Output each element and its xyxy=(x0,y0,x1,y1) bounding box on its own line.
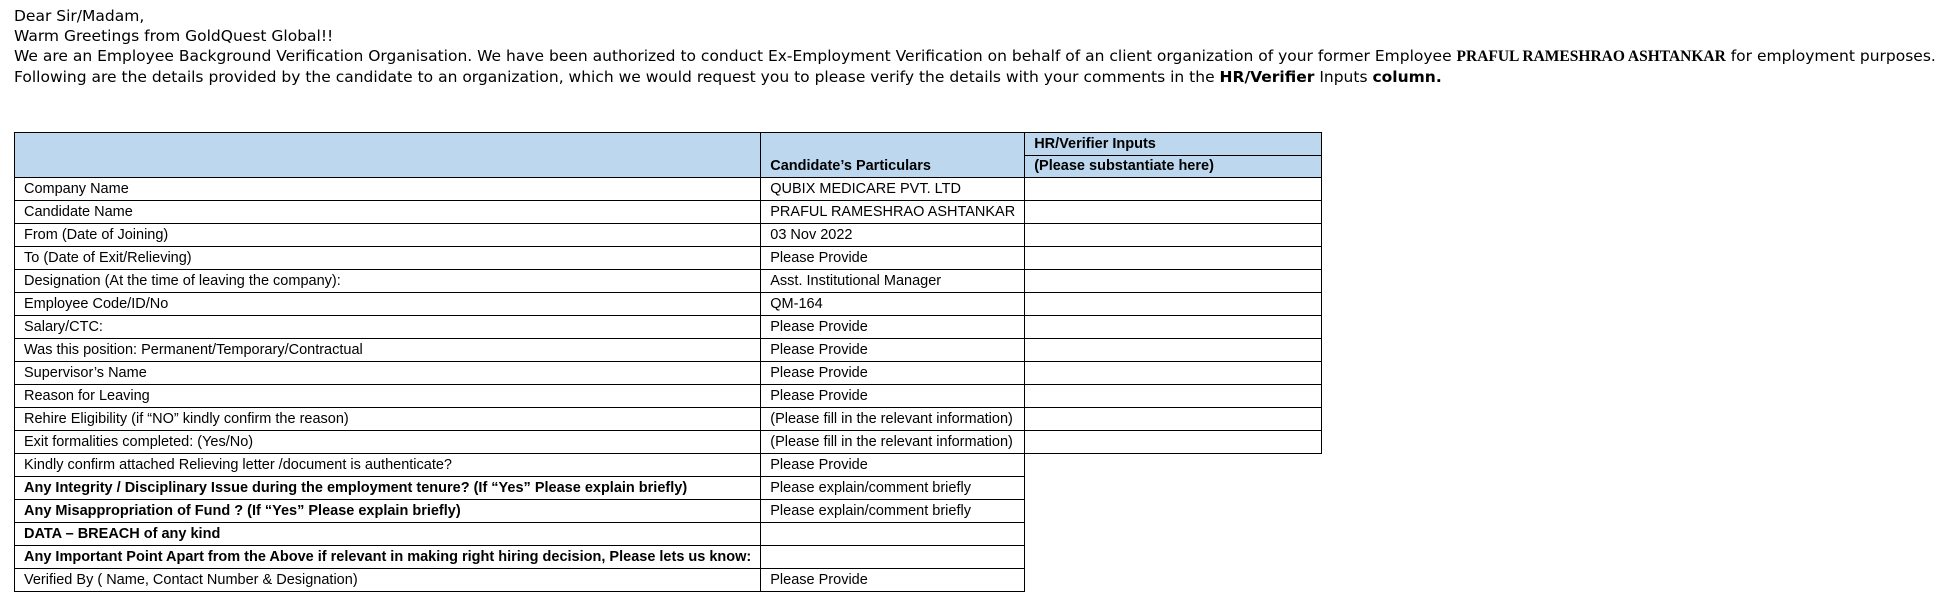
table-row xyxy=(15,339,1322,362)
table-row xyxy=(15,408,1322,431)
empty-cell xyxy=(1025,477,1322,500)
table-row xyxy=(15,178,1322,201)
candidate-value: Please Provide xyxy=(761,385,1025,408)
header-field-cell xyxy=(15,133,761,178)
table-row xyxy=(15,385,1322,408)
field-label: Kindly confirm attached Relieving letter /document is authenticate? xyxy=(15,454,761,477)
candidate-value: PRAFUL RAMESHRAO ASHTANKAR xyxy=(761,201,1025,224)
field-label: Any Integrity / Disciplinary Issue during the employment tenure? (If “Yes” Please explain briefly) xyxy=(15,477,761,500)
candidate-value: Please explain/comment briefly xyxy=(761,500,1025,523)
candidate-value: (Please fill in the relevant information) xyxy=(761,408,1025,431)
verifier-input-cell[interactable] xyxy=(1025,431,1322,454)
verifier-input-cell[interactable] xyxy=(1025,408,1322,431)
candidate-value: Please Provide xyxy=(761,339,1025,362)
instructions-paragraph xyxy=(14,67,1864,87)
candidate-value: Please Provide xyxy=(761,316,1025,339)
field-label: Was this position: Permanent/Temporary/Contractual xyxy=(15,339,761,362)
verifier-input-cell[interactable] xyxy=(1025,293,1322,316)
field-label: To (Date of Exit/Relieving) xyxy=(15,247,761,270)
table-row xyxy=(15,431,1322,454)
warm-greetings: Warm Greetings from GoldQuest Global!! xyxy=(14,27,334,45)
field-label: Exit formalities completed: (Yes/No) xyxy=(15,431,761,454)
table-row xyxy=(15,546,1322,569)
verifier-input-cell[interactable] xyxy=(1025,224,1322,247)
empty-cell xyxy=(1025,523,1322,546)
verification-table xyxy=(14,132,1322,592)
candidate-value: Please Provide xyxy=(761,454,1025,477)
verifier-input-cell[interactable] xyxy=(1025,178,1322,201)
candidate-value: 03 Nov 2022 xyxy=(761,224,1025,247)
field-label: Company Name xyxy=(15,178,761,201)
table-row xyxy=(15,362,1322,385)
column-emphasis: column. xyxy=(1372,68,1442,86)
field-label: Salary/CTC: xyxy=(15,316,761,339)
header-candidate-particulars: Candidate’s Particulars xyxy=(761,133,1025,178)
candidate-value: Asst. Institutional Manager xyxy=(761,270,1025,293)
candidate-value: Please Provide xyxy=(761,569,1025,592)
field-label: From (Date of Joining) xyxy=(15,224,761,247)
field-label: Any Important Point Apart from the Above if relevant in making right hiring decision, Please lets us know: xyxy=(15,546,761,569)
field-label: Designation (At the time of leaving the company): xyxy=(15,270,761,293)
verifier-input-cell[interactable] xyxy=(1025,270,1322,293)
table-row xyxy=(15,500,1322,523)
table-row xyxy=(15,477,1322,500)
authorization-suffix: for employment purposes. xyxy=(1725,47,1936,65)
intro-text xyxy=(14,6,1936,87)
table-row xyxy=(15,201,1322,224)
field-label: Supervisor’s Name xyxy=(15,362,761,385)
field-label: Employee Code/ID/No xyxy=(15,293,761,316)
table-header-row xyxy=(15,133,1322,178)
table-row xyxy=(15,224,1322,247)
hr-verifier-emphasis: HR/Verifier xyxy=(1219,68,1315,86)
field-label: Any Misappropriation of Fund ? (If “Yes” Please explain briefly) xyxy=(15,500,761,523)
table-row xyxy=(15,569,1322,592)
authorization-paragraph xyxy=(14,46,1936,67)
field-label: Reason for Leaving xyxy=(15,385,761,408)
table-row xyxy=(15,316,1322,339)
candidate-value: Please Provide xyxy=(761,247,1025,270)
table-row xyxy=(15,247,1322,270)
candidate-value: Please Provide xyxy=(761,362,1025,385)
field-label: Candidate Name xyxy=(15,201,761,224)
candidate-value: (Please fill in the relevant information) xyxy=(761,431,1025,454)
table-row xyxy=(15,523,1322,546)
field-label: Verified By ( Name, Contact Number & Designation) xyxy=(15,569,761,592)
verifier-input-cell[interactable] xyxy=(1025,339,1322,362)
empty-cell xyxy=(1025,454,1322,477)
empty-cell xyxy=(1025,500,1322,523)
table-row xyxy=(15,270,1322,293)
verifier-input-cell[interactable] xyxy=(1025,201,1322,224)
verifier-input-cell[interactable] xyxy=(1025,385,1322,408)
empty-cell xyxy=(1025,546,1322,569)
candidate-value: QUBIX MEDICARE PVT. LTD xyxy=(761,178,1025,201)
empty-cell xyxy=(1025,569,1322,592)
field-label: Rehire Eligibility (if “NO” kindly confirm the reason) xyxy=(15,408,761,431)
header-hr-verifier-subtitle: (Please substantiate here) xyxy=(1034,158,1214,174)
inputs-word: Inputs xyxy=(1314,68,1373,86)
verifier-input-cell[interactable] xyxy=(1025,362,1322,385)
candidate-value xyxy=(761,523,1025,546)
employee-name: PRAFUL RAMESHRAO ASHTANKAR xyxy=(1456,48,1726,65)
candidate-value xyxy=(761,546,1025,569)
instructions-text: Following are the details provided by the candidate to an organization, which we would request you to please verify the details with your comments in the xyxy=(14,68,1220,86)
candidate-value: QM-164 xyxy=(761,293,1025,316)
candidate-value: Please explain/comment briefly xyxy=(761,477,1025,500)
field-label: DATA – BREACH of any kind xyxy=(15,523,761,546)
verifier-input-cell[interactable] xyxy=(1025,316,1322,339)
greeting: Dear Sir/Madam, xyxy=(14,7,145,25)
header-hr-verifier-inputs xyxy=(1025,133,1322,178)
authorization-text: We are an Employee Background Verification Organisation. We have been authorized to conduct Ex-Employment Verification on behalf of an client organization of your former Employee xyxy=(14,47,1457,65)
table-row xyxy=(15,454,1322,477)
table-row xyxy=(15,293,1322,316)
verifier-input-cell[interactable] xyxy=(1025,247,1322,270)
header-hr-verifier-title: HR/Verifier Inputs xyxy=(1025,134,1321,156)
